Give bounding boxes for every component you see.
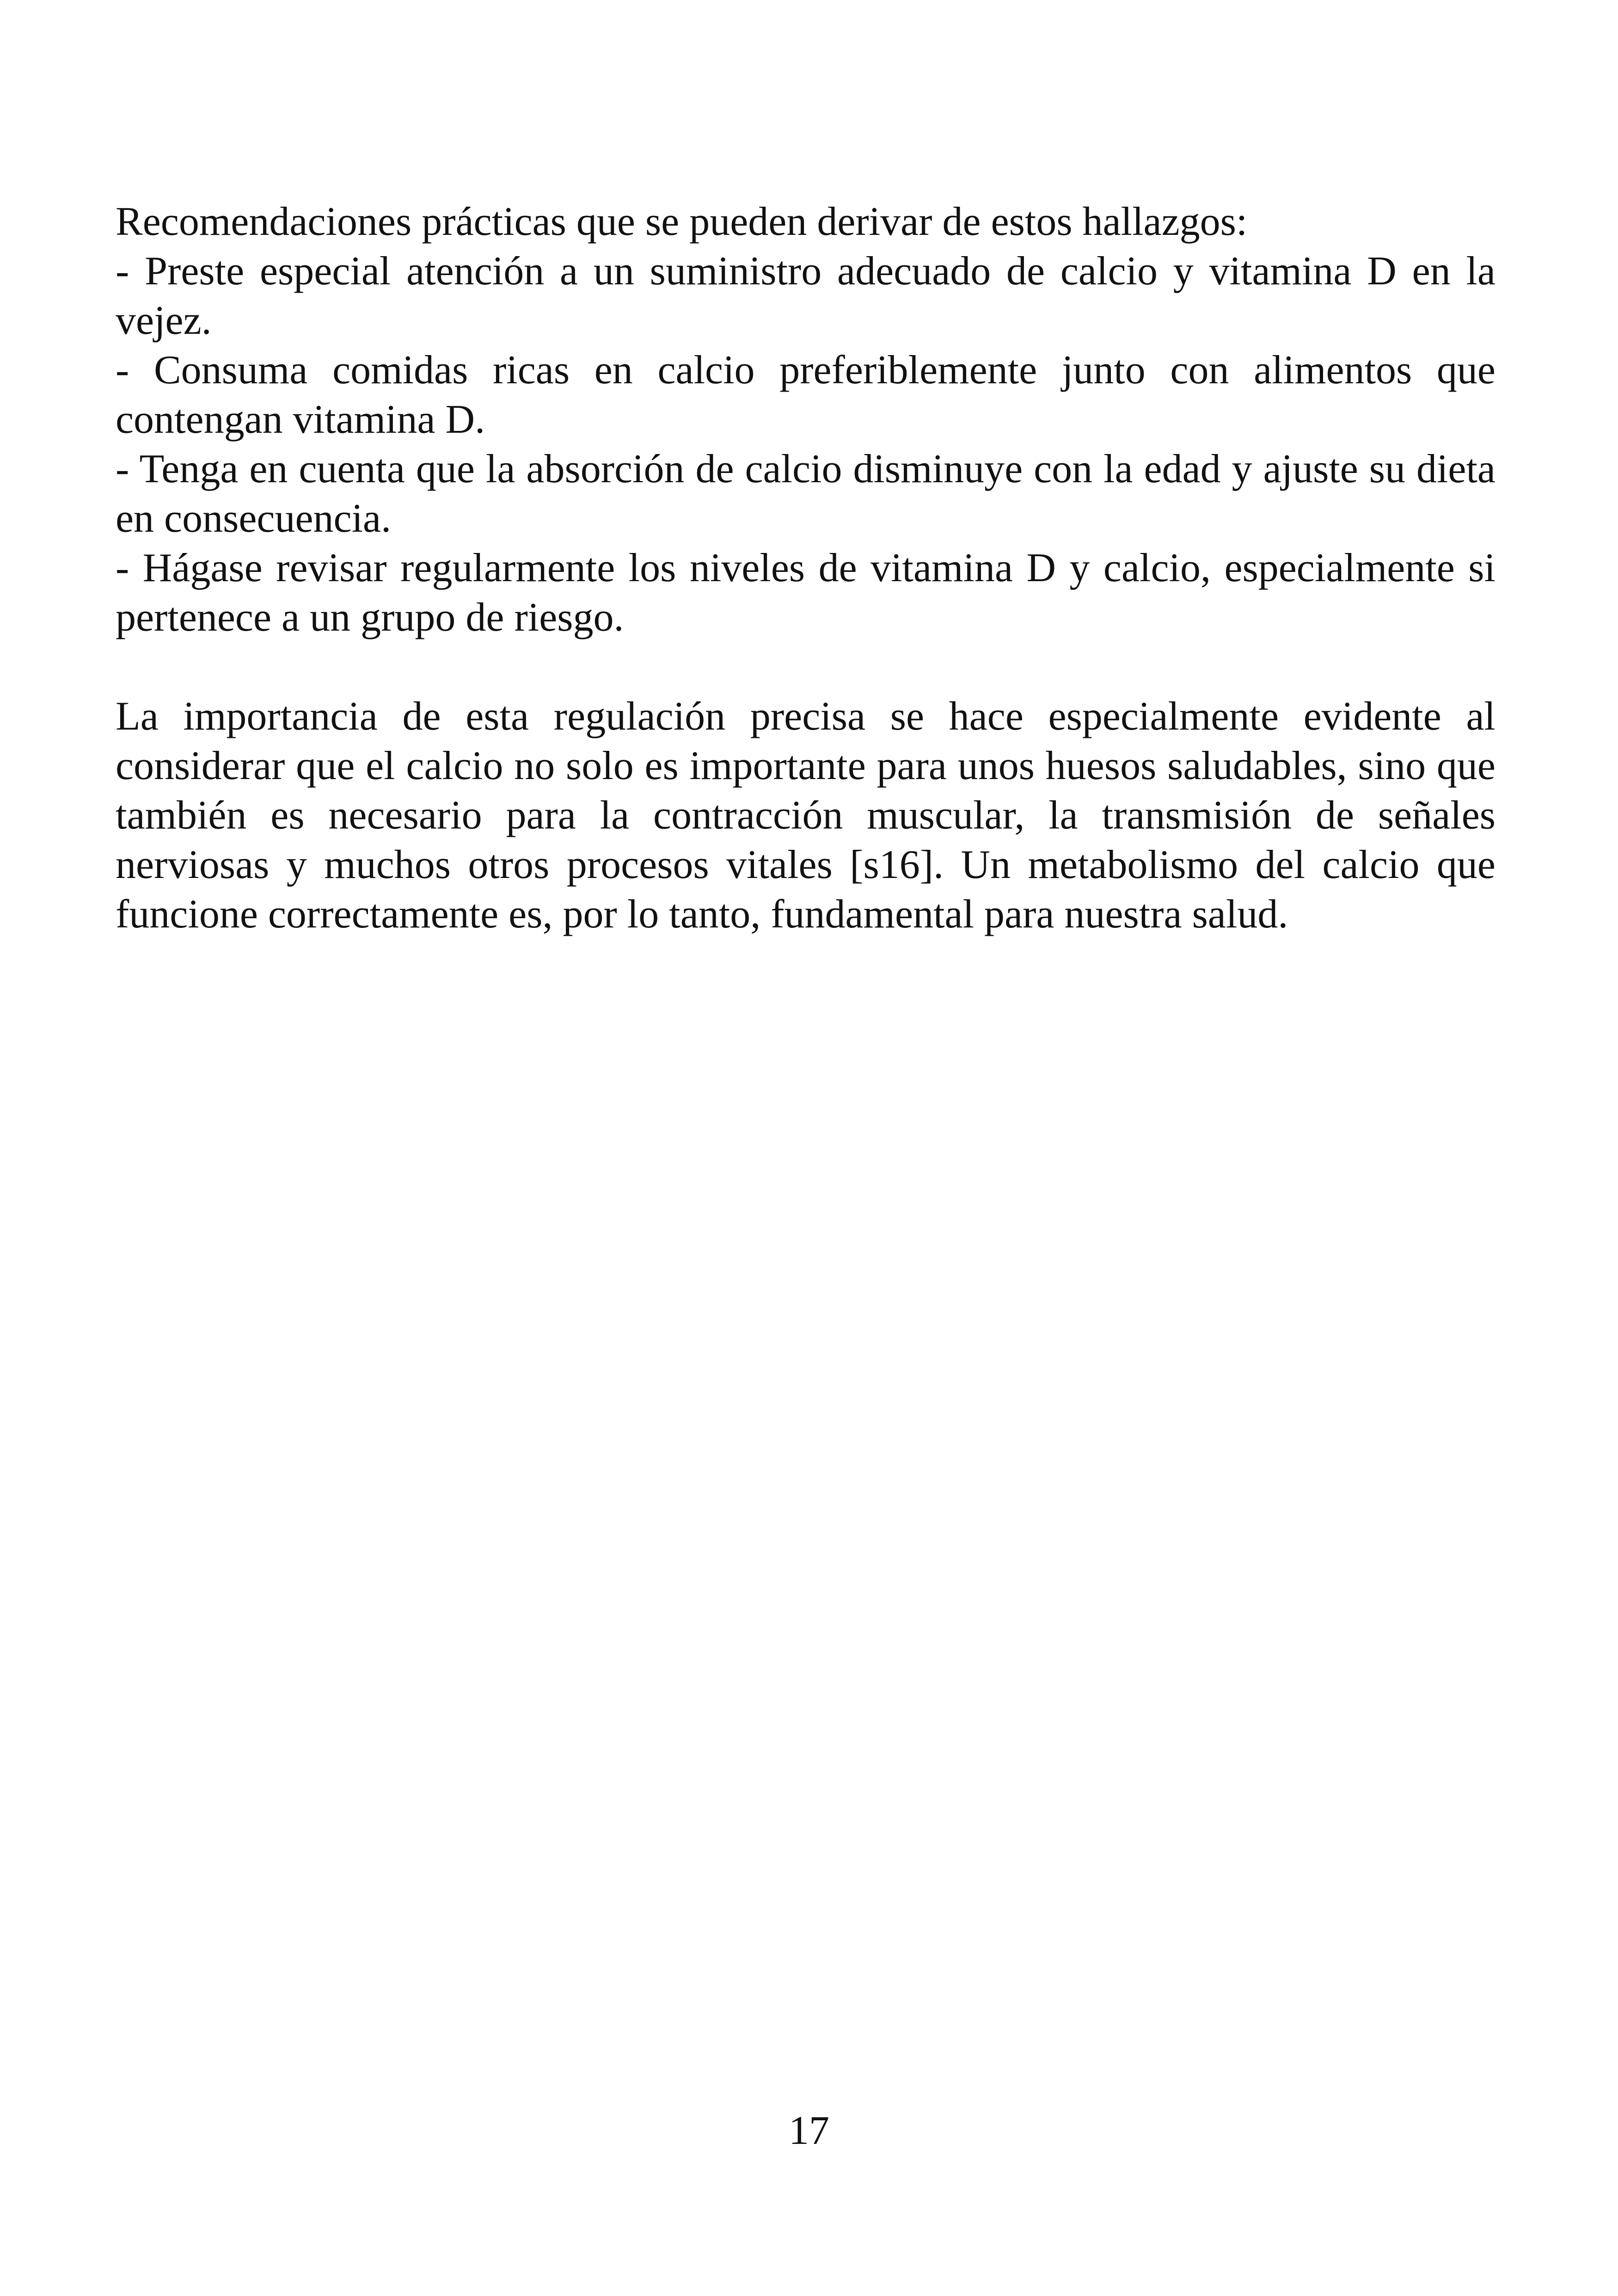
page-body [116,197,1495,939]
paragraph-spacer [116,642,1495,692]
recommendations-intro: Recomendaciones prácticas que se pueden derivar de estos hallazgos: [116,199,1248,244]
recommendation-item: - Preste especial atención a un suministro adecuado de calcio y vitamina D en la vejez. [116,249,1495,343]
closing-paragraph: La importancia de esta regulación precisa se hace especialmente evidente al considerar que el calcio no solo es importante para unos huesos saludables, sino que también es necesario para la contracción muscular, la transmisión de señales nerviosas y muchos otros procesos vitales [s16]. Un metabolismo del calcio que funcione correctamente es, por lo tanto, fundamental para nuestra salud. [116,694,1495,937]
recommendation-item: - Hágase revisar regularmente los niveles de vitamina D y calcio, especialmente si pertenece a un grupo de riesgo. [116,546,1495,640]
recommendation-item: - Consuma comidas ricas en calcio preferiblemente junto con alimentos que contengan vitamina D. [116,348,1495,442]
page-number: 17 [789,2108,829,2153]
recommendation-item: - Tenga en cuenta que la absorción de calcio disminuye con la edad y ajuste su dieta en consecuencia. [116,447,1495,541]
